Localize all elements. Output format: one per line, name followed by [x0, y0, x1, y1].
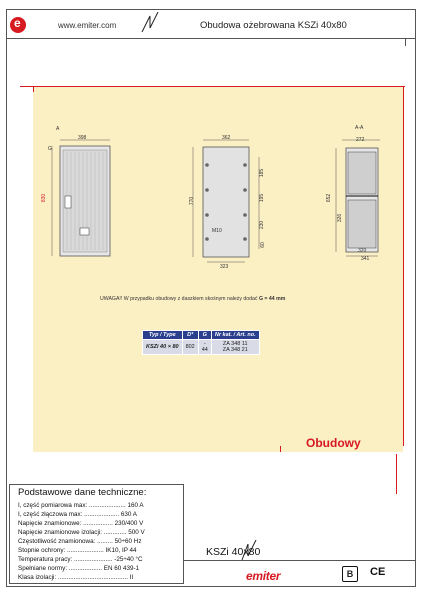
red-guide-lower [396, 454, 397, 494]
cell-d: 802 [182, 340, 198, 355]
note-value: G = 44 mm [258, 296, 286, 302]
spec-row: Częstotliwość znamionowa: ......... 50÷60 Hz [18, 538, 142, 545]
spec-row: Temperatura pracy: ...................... -25÷40 °C [18, 556, 143, 563]
side-view-drawing [322, 128, 392, 268]
red-guide-right [403, 86, 404, 446]
side-inner-dim: 326 [337, 213, 344, 223]
front-view-drawing [48, 132, 118, 262]
spec-row: Napięcie znamionowe: ................. 230/400 V [18, 520, 144, 527]
cell-type: KSZi 40 × 80 [143, 340, 183, 355]
col-art: Nr kat. / Art. no. [211, 331, 259, 340]
cell-g-2: 44 [201, 347, 208, 353]
cell-art [211, 340, 259, 355]
cell-art-2: ZA 348 21 [222, 347, 248, 353]
cell-art-1: ZA 348 11 [222, 341, 248, 347]
side-width-top-dim: 272 [356, 137, 365, 143]
header-divider [6, 38, 416, 39]
cert-b-icon: B [342, 566, 358, 582]
technical-data-title: Podstawowe dane techniczne: [18, 487, 147, 498]
back-width-top-dim: 362 [222, 135, 231, 141]
table-row [143, 340, 260, 355]
red-guide-bottom-tick [280, 446, 281, 452]
website-url[interactable]: www.emiter.com [58, 21, 117, 30]
product-table [142, 330, 260, 355]
cell-g-1: - [203, 341, 206, 347]
side-width-bottom-2: 341 [361, 256, 370, 262]
header-tick [405, 38, 406, 46]
note-prefix: UWAGA!! W przypadku obudowy z daszkiem skośnym należy dodać [100, 296, 259, 302]
lightning-icon [140, 12, 162, 34]
note-text [100, 296, 285, 302]
back-seg-1: 185 [259, 168, 266, 178]
front-height-dim: 830 [41, 193, 48, 203]
col-type: Typ / Type [143, 331, 183, 340]
spec-row: Stopnie ochrony: ..................... IK10, IP 44 [18, 547, 137, 554]
front-width-dim: 398 [78, 135, 87, 141]
document-title: Obudowa ożebrowana KSZi 40x80 [200, 20, 347, 31]
front-section-mark: A [56, 126, 60, 132]
col-d: D* [182, 331, 198, 340]
back-seg-4: 60 [259, 242, 266, 248]
front-side-mark: G [48, 146, 52, 152]
emiter-logo-icon [10, 17, 26, 33]
side-height-dim: 652 [326, 193, 333, 203]
spec-row: Klasa izolacji: ........................................ II [18, 574, 134, 581]
back-width-bottom-dim: 323 [220, 264, 229, 270]
spec-row: Spełniane normy: ................... EN 60 439-1 [18, 565, 140, 572]
back-bolt-label: M10 [212, 228, 222, 234]
ce-mark-icon: CE [370, 566, 386, 578]
back-seg-2: 195 [259, 193, 266, 203]
category-label: Obudowy [306, 436, 361, 450]
col-g: G [198, 331, 211, 340]
spec-row: I, część złączowa max: .................... 630 A [18, 511, 137, 518]
product-name: KSZi 40x80 [206, 546, 261, 558]
side-width-bottom-1: 320 [358, 248, 367, 254]
footer-divider [184, 560, 416, 561]
table-header-row [143, 331, 260, 340]
red-guide-left-tick [33, 86, 34, 92]
brand-logo: emiter [246, 569, 281, 583]
spec-row: Napięcie znamionowe izolacji: ............. 500 V [18, 529, 145, 536]
back-height-dim: 770 [189, 196, 196, 206]
back-seg-3: 230 [259, 220, 266, 230]
red-guide-top [20, 86, 405, 87]
spec-row: I, część pomiarowa max: ..................... 160 A [18, 502, 144, 509]
cell-g [198, 340, 211, 355]
side-section-mark: A-A [355, 125, 364, 131]
